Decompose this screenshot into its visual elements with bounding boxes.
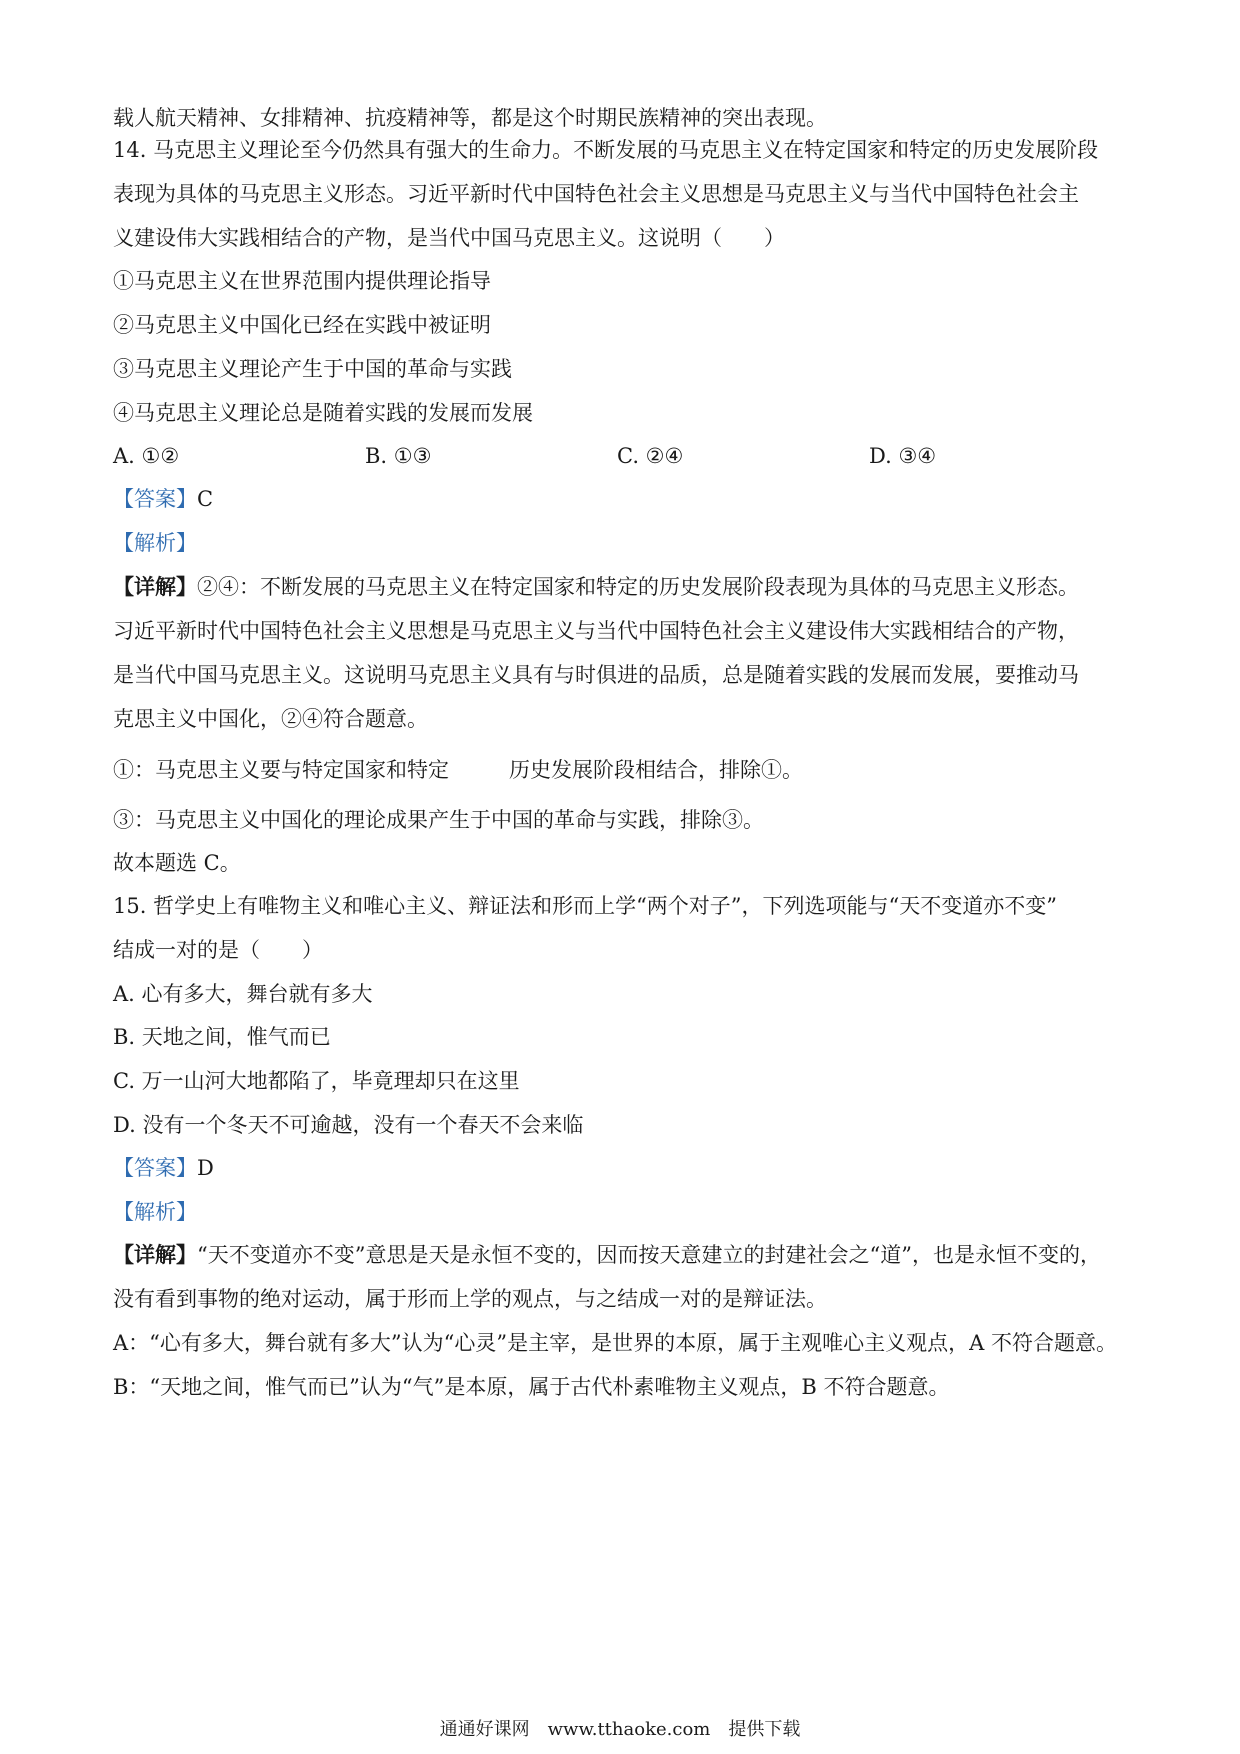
detail-text: 克思主义中国化，②④符合题意。 (113, 707, 428, 731)
exclusion-1 (113, 755, 1140, 785)
option-b: B. 天地之间，惟气而已 (113, 1025, 331, 1049)
answer-tag: 【答案】 (113, 1156, 197, 1180)
answer-tag: 【答案】 (113, 487, 197, 511)
detail-text: B：“天地之间，惟气而已”认为“气”是本原，属于古代朴素唯物主义观点，B 不符合题意。 (113, 1375, 950, 1399)
analysis-tag: 【解析】 (113, 1200, 197, 1224)
question-14-stem: 义建设伟大实践相结合的产物，是当代中国马克思主义。这说明（ ） (113, 226, 785, 250)
answer-line (113, 1153, 1140, 1183)
option-a: A. ①② (113, 444, 180, 468)
option-c: C. 万一山河大地都陷了，毕竟理却只在这里 (113, 1069, 520, 1093)
question-15-stem: 15. 哲学史上有唯物主义和唯心主义、辩证法和形而上学“两个对子”，下列选项能与“天不变道亦不变” (113, 894, 1058, 918)
detail-line (113, 572, 1140, 602)
exclusion-1-part-b: 历史发展阶段相结合，排除①。 (509, 758, 803, 782)
detail-text: 习近平新时代中国特色社会主义思想是马克思主义与当代中国特色社会主义建设伟大实践相结合的产物， (113, 619, 1079, 643)
detail-text: A：“心有多大，舞台就有多大”认为“心灵”是主宰，是世界的本原，属于主观唯心主义观点，A 不符合题意。 (113, 1331, 1117, 1355)
page-footer: 通通好课网 www.tthaoke.com 提供下载 (439, 1719, 801, 1740)
option-a: A. 心有多大，舞台就有多大 (113, 982, 373, 1006)
analysis-tag: 【解析】 (113, 531, 197, 555)
detail-line (113, 1240, 1140, 1270)
option-c: C. ②④ (617, 444, 684, 468)
question-15-stem: 结成一对的是（ ） (113, 938, 323, 962)
exclusion-3: ③：马克思主义中国化的理论成果产生于中国的革命与实践，排除③。 (113, 808, 764, 832)
exclusion-1-part-a: ①：马克思主义要与特定国家和特定 (113, 758, 449, 782)
answer-value: C (197, 487, 214, 511)
detail-text: “天不变道亦不变”意思是天是永恒不变的，因而按天意建立的封建社会之“道”，也是永恒不变的， (197, 1243, 1101, 1267)
analysis-line (113, 1197, 1140, 1227)
answer-line (113, 484, 1140, 514)
conclusion: 故本题选 C。 (113, 851, 241, 875)
detail-text: ②④：不断发展的马克思主义在特定国家和特定的历史发展阶段表现为具体的马克思主义形态。 (197, 575, 1079, 599)
statement-1: ①马克思主义在世界范围内提供理论指导 (113, 269, 491, 293)
option-d: D. ③④ (869, 444, 937, 468)
option-b: B. ①③ (365, 444, 432, 468)
statement-2: ②马克思主义中国化已经在实践中被证明 (113, 313, 491, 337)
question-14-stem: 表现为具体的马克思主义形态。习近平新时代中国特色社会主义思想是马克思主义与当代中国特色社会主 (113, 182, 1079, 206)
text-line: 载人航天精神、女排精神、抗疫精神等，都是这个时期民族精神的突出表现。 (113, 106, 827, 130)
detail-text: 没有看到事物的绝对运动，属于形而上学的观点，与之结成一对的是辩证法。 (113, 1287, 827, 1311)
statement-3: ③马克思主义理论产生于中国的革命与实践 (113, 357, 512, 381)
question-14-stem: 14. 马克思主义理论至今仍然具有强大的生命力。不断发展的马克思主义在特定国家和特定的历史发展阶段 (113, 138, 1099, 162)
statement-4: ④马克思主义理论总是随着实践的发展而发展 (113, 401, 533, 425)
answer-value: D (197, 1156, 214, 1180)
analysis-line (113, 528, 1140, 558)
detail-tag: 【详解】 (113, 1242, 197, 1267)
detail-tag: 【详解】 (113, 574, 197, 599)
detail-text: 是当代中国马克思主义。这说明马克思主义具有与时俱进的品质，总是随着实践的发展而发展，要推动马 (113, 663, 1079, 687)
option-d: D. 没有一个冬天不可逾越，没有一个春天不会来临 (113, 1113, 584, 1137)
